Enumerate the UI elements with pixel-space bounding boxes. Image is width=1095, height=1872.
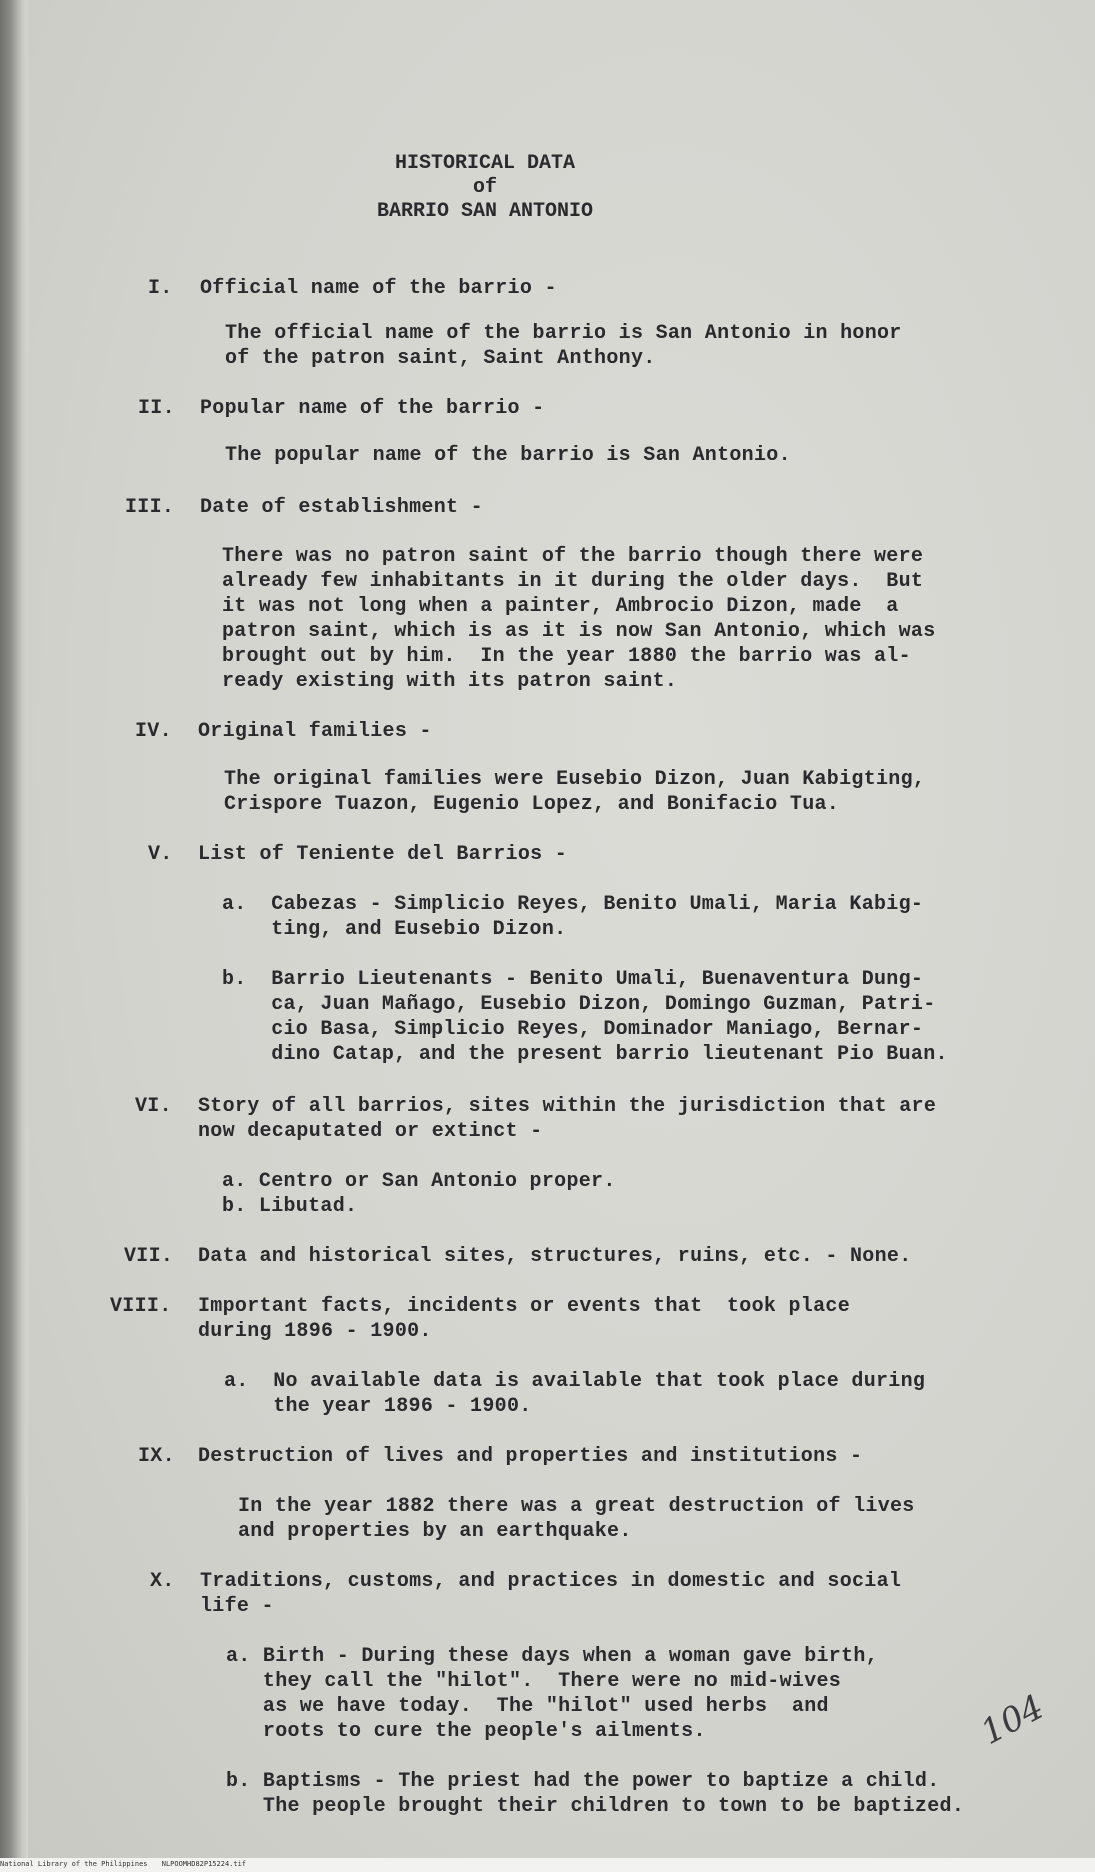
section-9-heading: Destruction of lives and properties and institutions - — [198, 1445, 863, 1468]
section-10-item-a-line: as we have today. The "hilot" used herbs and — [226, 1695, 829, 1718]
scan-footer — [0, 1860, 256, 1868]
title-line-2: of — [472, 176, 497, 199]
section-6-item: b. Libutad. — [222, 1195, 358, 1218]
title-line-3: BARRIO SAN ANTONIO — [376, 200, 594, 223]
section-2-body-line: The popular name of the barrio is San Antonio. — [225, 444, 791, 467]
section-5-number: V. — [148, 843, 173, 866]
section-2-heading: Popular name of the barrio - — [200, 397, 545, 420]
section-4-heading: Original families - — [198, 720, 432, 743]
section-6-heading-line: now decaputated or extinct - — [198, 1120, 543, 1143]
section-10-heading-line: Traditions, customs, and practices in domestic and social — [200, 1570, 902, 1593]
section-1-body-line: of the patron saint, Saint Anthony. — [225, 347, 656, 370]
section-5-item-b-line: ca, Juan Mañago, Eusebio Dizon, Domingo Guzman, Patri- — [222, 993, 936, 1016]
section-3-body-line: patron saint, which is as it is now San Antonio, which was — [222, 620, 936, 643]
section-9-number: IX. — [138, 1445, 175, 1468]
title-line-1: HISTORICAL DATA — [394, 152, 576, 175]
section-5-heading: List of Teniente del Barrios - — [198, 843, 568, 866]
footer-library: National Library of the Philippines — [0, 1860, 148, 1868]
section-9-body-line: In the year 1882 there was a great destruction of lives — [238, 1495, 915, 1518]
section-1-number: I. — [148, 277, 173, 300]
footer-file-id: NLPOOMHD82P15224.tif — [161, 1860, 247, 1868]
section-8-item-a-line: a. No available data is available that took place during — [224, 1370, 926, 1393]
section-10-number: X. — [150, 1570, 175, 1593]
section-10-item-a-line: roots to cure the people's ailments. — [226, 1720, 706, 1743]
section-5-item-a-line: a. Cabezas - Simplicio Reyes, Benito Umali, Maria Kabig- — [222, 893, 924, 916]
section-7-number: VII. — [124, 1245, 174, 1268]
section-6-item: a. Centro or San Antonio proper. — [222, 1170, 616, 1193]
section-5-item-b-line: cio Basa, Simplicio Reyes, Dominador Maniago, Bernar- — [222, 1018, 924, 1041]
handwritten-page-number: 104 — [974, 1687, 1051, 1753]
section-10-item-b-line: b. Baptisms - The priest had the power to baptize a child. — [226, 1770, 940, 1793]
section-4-body-line: The original families were Eusebio Dizon, Juan Kabigting, — [224, 768, 926, 791]
section-8-number: VIII. — [110, 1295, 172, 1318]
section-3-body-line: There was no patron saint of the barrio though there were — [222, 545, 924, 568]
section-6-number: VI. — [135, 1095, 172, 1118]
section-1-heading: Official name of the barrio - — [200, 277, 557, 300]
section-4-body-line: Crispore Tuazon, Eugenio Lopez, and Bonifacio Tua. — [224, 793, 840, 816]
section-4-number: IV. — [135, 720, 172, 743]
section-5-item-b-line: b. Barrio Lieutenants - Benito Umali, Buenaventura Dung- — [222, 968, 924, 991]
section-9-body-line: and properties by an earthquake. — [238, 1520, 632, 1543]
section-3-body-line: ready existing with its patron saint. — [222, 670, 678, 693]
section-3-heading: Date of establishment - — [200, 496, 483, 519]
section-3-body-line: already few inhabitants in it during the older days. But — [222, 570, 924, 593]
section-10-heading-line: life - — [200, 1595, 274, 1618]
section-7-heading: Data and historical sites, structures, ruins, etc. - None. — [198, 1245, 912, 1268]
section-3-body-line: it was not long when a painter, Ambrocio Dizon, made a — [222, 595, 899, 618]
section-8-heading-line: Important facts, incidents or events that took place — [198, 1295, 851, 1318]
section-8-heading-line: during 1896 - 1900. — [198, 1320, 432, 1343]
section-10-item-a-line: they call the "hilot". There were no mid-wives — [226, 1670, 842, 1693]
section-2-number: II. — [138, 397, 175, 420]
section-8-item-a-line: the year 1896 - 1900. — [224, 1395, 532, 1418]
section-3-number: III. — [125, 496, 175, 519]
section-10-item-a-line: a. Birth - During these days when a woman gave birth, — [226, 1645, 879, 1668]
section-1-body-line: The official name of the barrio is San Antonio in honor — [225, 322, 902, 345]
section-6-heading-line: Story of all barrios, sites within the jurisdiction that are — [198, 1095, 937, 1118]
section-5-item-a-line: ting, and Eusebio Dizon. — [222, 918, 567, 941]
section-5-item-b-line: dino Catap, and the present barrio lieutenant Pio Buan. — [222, 1043, 948, 1066]
section-3-body-line: brought out by him. In the year 1880 the barrio was al- — [222, 645, 911, 668]
section-10-item-b-line: The people brought their children to town to be baptized. — [226, 1795, 965, 1818]
